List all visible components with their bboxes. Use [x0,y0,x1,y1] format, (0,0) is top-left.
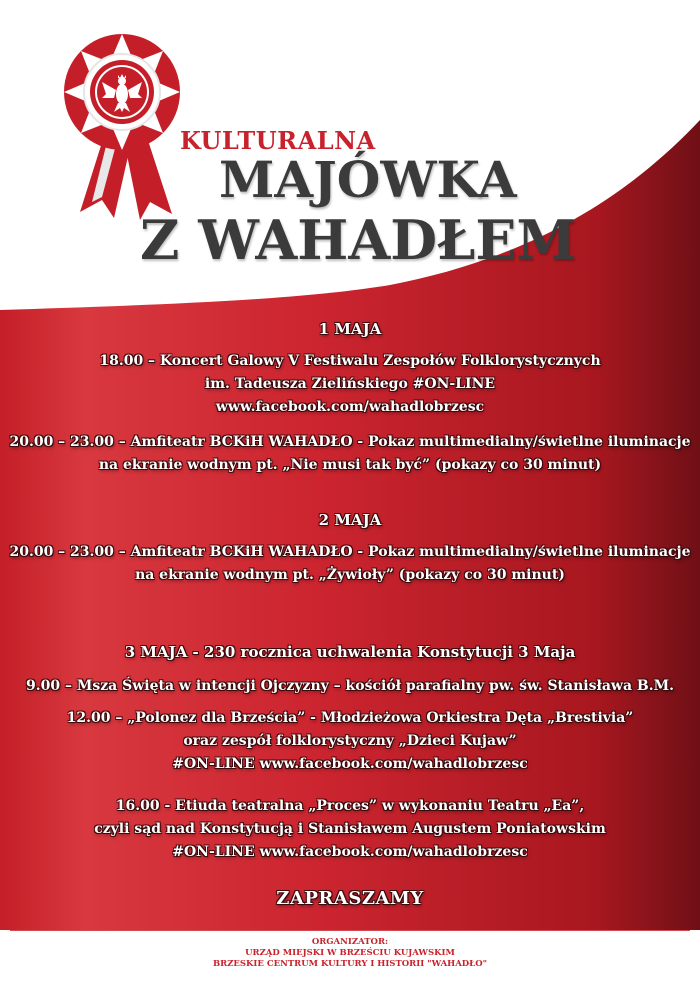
title-line-2: Z WAHADŁEM [140,208,577,272]
closing-text: ZAPRASZAMY [276,888,424,909]
day-1-heading: 1 MAJA [318,320,382,338]
day-1-event-2 [0,431,700,477]
event-line: 9.00 – Msza Święta w intencji Ojczyzny – kościół parafialny pw. św. Stanisława B.M. [26,678,674,694]
day-3-event-1 [0,675,700,698]
day-2-heading: 2 MAJA [318,511,382,529]
event-line: 20.00 – 23.00 – Amfiteatr BCKiH WAHADŁO - Pokaz multimedialny/świetlne iluminacje [9,544,691,560]
organizer-line-2: BRZESKIE CENTRUM KULTURY I HISTORII "WAHADŁO" [212,959,488,969]
event-line: na ekranie wodnym pt. „Żywioły” (pokazy co 30 minut) [135,567,565,583]
event-line: im. Tadeusza Zielińskiego #ON-LINE [204,376,496,392]
event-link[interactable]: #ON-LINE www.facebook.com/wahadlobrzesc [172,756,528,772]
event-line: oraz zespół folklorystyczny „Dzieci Kujaw” [183,733,517,749]
title-kicker: KULTURALNA [180,126,376,155]
event-link[interactable]: www.facebook.com/wahadlobrzesc [215,399,485,415]
organizer-block [0,937,700,970]
event-line: 16.00 - Etiuda teatralna „Proces” w wykonaniu Teatru „Ea”, [115,798,585,814]
organizer-label: ORGANIZATOR: [311,937,389,947]
day-1-event-1 [0,350,700,419]
title-line-1: MAJÓWKA [219,150,517,209]
rosette-icon [62,22,197,222]
day-3-event-2 [0,707,700,776]
event-line: 12.00 – „Polonez dla Brześcia” - Młodzieżowa Orkiestra Dęta „Brestivia” [66,710,634,726]
footer-divider [10,930,690,931]
event-line: 18.00 – Koncert Galowy V Festiwalu Zespołów Folklorystycznych [99,353,601,369]
day-2-event-1 [0,541,700,587]
day-3-event-3 [0,795,700,864]
event-line: czyli sąd nad Konstytucją i Stanisławem Augustem Poniatowskim [94,821,606,837]
event-line: 20.00 – 23.00 – Amfiteatr BCKiH WAHADŁO - Pokaz multimedialny/świetlne iluminacje [9,434,691,450]
event-link[interactable]: #ON-LINE www.facebook.com/wahadlobrzesc [172,844,528,860]
day-3-heading: 3 MAJA - 230 rocznica uchwalenia Konstytucji 3 Maja [124,643,576,661]
organizer-line-1: URZĄD MIEJSKI W BRZEŚCIU KUJAWSKIM [245,948,455,958]
event-line: na ekranie wodnym pt. „Nie musi tak być” (pokazy co 30 minut) [98,457,602,473]
